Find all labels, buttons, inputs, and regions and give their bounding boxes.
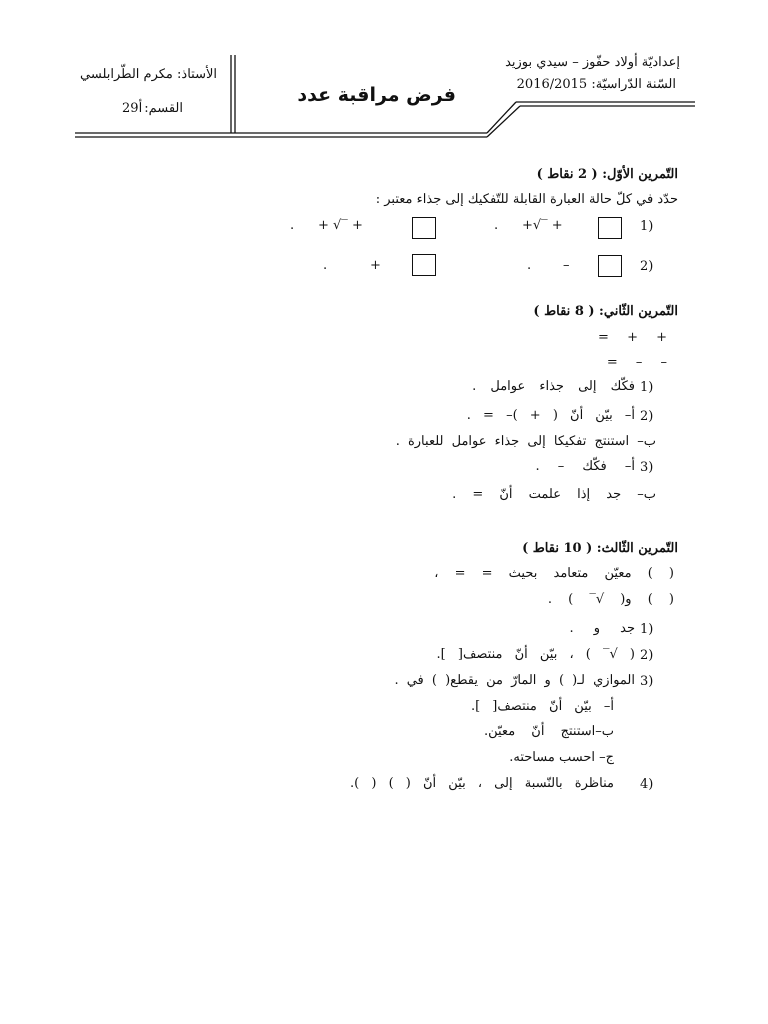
class-label: القسم: bbox=[144, 101, 183, 116]
ex2-q1-number: 1) bbox=[640, 380, 654, 395]
ex1-item1-expr-b: + √‾ + bbox=[318, 218, 363, 233]
ex2-q3b-text: ب– جد إذا علمت أنّ = . bbox=[452, 487, 656, 502]
ex1-item1-box-b bbox=[412, 217, 436, 239]
ex2-title: التّمرين الثّاني: ( 8 نقاط ) bbox=[533, 304, 678, 319]
school-name: إعداديّة أولاد حفّوز – سيدي بوزيد bbox=[505, 55, 680, 70]
ex1-instruction: حدّد في كلّ حالة العبارة القابلة للتّفكيك إلى جذاء معتبر : bbox=[375, 192, 678, 207]
ex2-q1-text: فكّك إلى جذاء عوامل . bbox=[472, 379, 635, 394]
ex1-item2-dot-a: . bbox=[527, 258, 532, 273]
ex1-item2-expr-b: + bbox=[370, 258, 381, 273]
ex3-setup-line1: ( ) معيّن متعامد بحيث = = ، bbox=[434, 566, 674, 581]
ex1-item2-number: 2) bbox=[640, 259, 654, 274]
school-year: السّنة الدّراسيّة: 2016/2015 bbox=[516, 77, 676, 92]
ex3-q1-text: جد و . bbox=[569, 621, 635, 636]
header-slant-b bbox=[487, 106, 520, 137]
ex3-title: التّمرين الثّالث: ( 10 نقاط ) bbox=[522, 541, 678, 556]
ex3-setup-line2: ( ) و( √‾ ) . bbox=[547, 592, 674, 607]
ex3-q3-number: 3) bbox=[640, 674, 654, 689]
ex2-q3a-text: أ– فكّك – . bbox=[535, 459, 635, 474]
ex2-q2b-text: ب– استنتج تفكيكا إلى جذاء عوامل للعبارة . bbox=[395, 434, 656, 449]
ex1-item1-dot-b: . bbox=[290, 218, 295, 233]
ex1-item2-box-a bbox=[598, 255, 622, 277]
ex3-q3-text: الموازي لـ( ) و المارّ من يقطع( ) في . bbox=[394, 673, 635, 688]
ex1-item1-box-a bbox=[598, 217, 622, 239]
page-title: فرض مراقبة عدد bbox=[297, 84, 456, 106]
ex3-q3a-text: أ– بيّن أنّ منتصف[ ]. bbox=[470, 699, 614, 714]
class-value: 2أ9 bbox=[122, 101, 143, 116]
ex1-item2-dot-b: . bbox=[323, 258, 328, 273]
ex3-q2-number: 2) bbox=[640, 648, 654, 663]
ex1-item2-box-b bbox=[412, 254, 436, 276]
ex2-expression-b: – – = bbox=[606, 355, 667, 370]
ex1-item1-number: 1) bbox=[640, 219, 654, 234]
ex2-expression-a: + + = bbox=[598, 330, 667, 345]
ex1-item1-expr-a: +√‾ + bbox=[522, 218, 563, 233]
ex3-q2-text: ( √‾ ) ، بيّن أنّ منتصف[ ]. bbox=[436, 647, 635, 662]
ex3-q3b-text: ب–استنتج أنّ معيّن. bbox=[483, 724, 614, 739]
ex1-title: التّمرين الأوّل: ( 2 نقاط ) bbox=[536, 167, 678, 182]
ex3-q4-text: مناظرة بالنّسبة إلى ، بيّن أنّ ( ) ( ). bbox=[350, 776, 614, 791]
ex2-q2-number: 2) bbox=[640, 409, 654, 424]
ex3-q4-number: 4) bbox=[640, 777, 654, 792]
header-slant-a bbox=[487, 102, 516, 133]
ex2-q3-number: 3) bbox=[640, 460, 654, 475]
ex1-item2-expr-a: – bbox=[563, 258, 570, 273]
ex2-q2a-text: أ– بيّن أنّ ( + )– = . bbox=[466, 408, 635, 423]
ex3-q3c-text: ج– احسب مساحته. bbox=[509, 750, 614, 765]
ex3-q1-number: 1) bbox=[640, 622, 654, 637]
teacher-name: الأستاذ: مكرم الطّرابلسي bbox=[80, 67, 217, 82]
ex1-item1-dot-a: . bbox=[494, 218, 499, 233]
